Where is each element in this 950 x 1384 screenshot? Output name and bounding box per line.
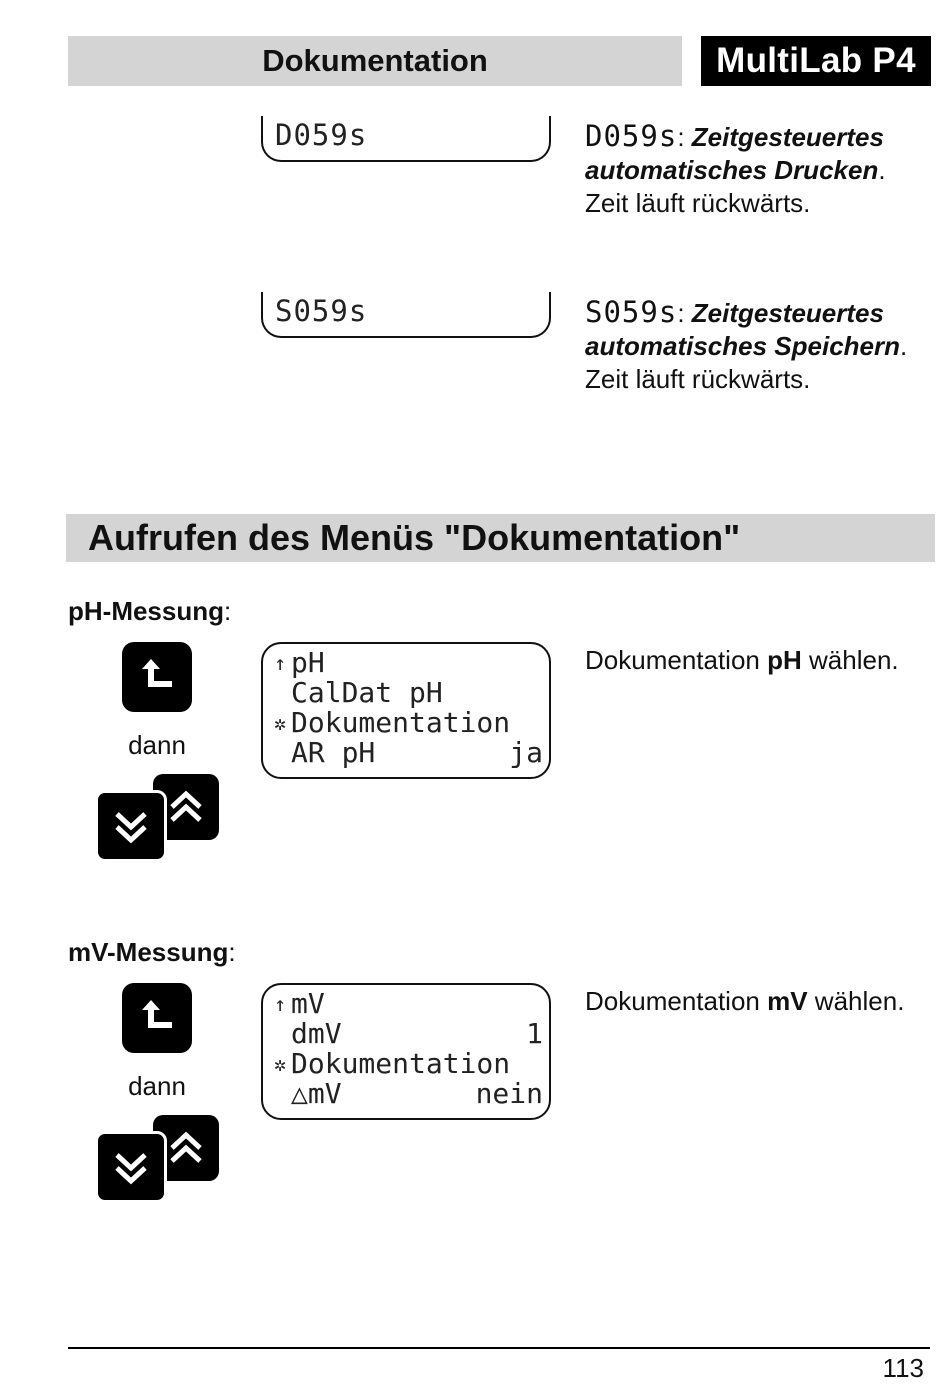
return-arrow-icon[interactable] [122,642,192,712]
instruction-text: Dokumentation [585,986,768,1016]
lcd-row-text: CalDat pH [291,676,443,709]
desc-line-3: Zeit läuft rückwärts. [585,188,811,218]
dann-label: dann [128,1071,186,1101]
instruction-bold: mV [767,986,808,1016]
description-store [585,296,907,396]
ph-heading-label: pH-Messung [68,596,224,626]
period: . [878,155,886,185]
colon: : [224,596,232,626]
double-chevron-down-icon[interactable] [95,790,167,862]
instruction-text: wählen. [807,986,905,1016]
lcd-row [269,989,543,1019]
up-arrow-icon: ↑ [273,651,287,675]
desc-bold-1: Zeitgesteuertes [691,298,884,328]
lcd-row [269,1019,543,1049]
mv-heading-label: mV-Messung [68,937,229,967]
desc-line-3: Zeit läuft rückwärts. [585,364,811,394]
lcd-row-text: △mV [291,1077,342,1110]
instruction-text: Dokumentation [585,645,768,675]
dann-label: dann [128,730,186,760]
separator: : [677,298,685,328]
arrow-key-pair [95,1115,225,1200]
lcd-row-selected [269,708,543,738]
lcd-mark [269,678,291,708]
lcd-row-value: nein [475,1077,543,1110]
page-number: 113 [882,1353,924,1383]
desc-bold-2: automatisches Speichern [585,331,900,361]
ph-instruction [585,644,899,677]
period: . [900,331,908,361]
lcd-row-text: pH [291,646,325,679]
cursor-star-icon: ✲ [273,1052,287,1076]
header-title: Dokumentation [68,36,682,86]
lcd-row [269,678,543,708]
lcd-row [269,1079,543,1109]
product-badge: MultiLab P4 [701,36,931,86]
code-store: S059s [585,295,678,329]
cursor-star-icon: ✲ [273,711,287,735]
double-chevron-down-icon[interactable] [95,1131,167,1203]
section-title: Aufrufen des Menüs "Dokumentation" [66,514,935,562]
lcd-row-text: Dokumentation [291,706,511,739]
lcd-row-value: ja [509,736,543,769]
lcd-row-text: AR pH [291,736,376,769]
lcd-row-text: Dokumentation [291,1047,511,1080]
lcd-row-selected [269,1049,543,1079]
return-arrow-icon[interactable] [122,983,192,1053]
lcd-display-store: S059s [261,292,551,338]
instruction-text: wählen. [801,645,899,675]
footer-rule [68,1347,930,1349]
lcd-row [269,738,543,768]
desc-bold-1: Zeitgesteuertes [691,122,884,152]
desc-bold-2: automatisches Drucken [585,155,879,185]
instruction-bold: pH [767,645,802,675]
up-arrow-icon: ↑ [273,992,287,1016]
lcd-display-print: D059s [261,116,551,162]
lcd-row-text: dmV [291,1017,342,1050]
lcd-mark [269,1079,291,1109]
colon: : [228,937,236,967]
lcd-row [269,648,543,678]
mv-heading [68,937,236,968]
code-print: D059s [585,119,678,153]
lcd-menu-mv [261,983,551,1120]
lcd-mark [269,738,291,768]
lcd-menu-ph [261,642,551,779]
mv-instruction [585,985,904,1018]
lcd-row-text: mV [291,987,325,1020]
ph-heading [68,596,231,627]
description-print [585,120,886,220]
arrow-key-pair [95,774,225,859]
lcd-mark [269,1019,291,1049]
lcd-row-value: 1 [526,1017,543,1050]
separator: : [677,122,685,152]
